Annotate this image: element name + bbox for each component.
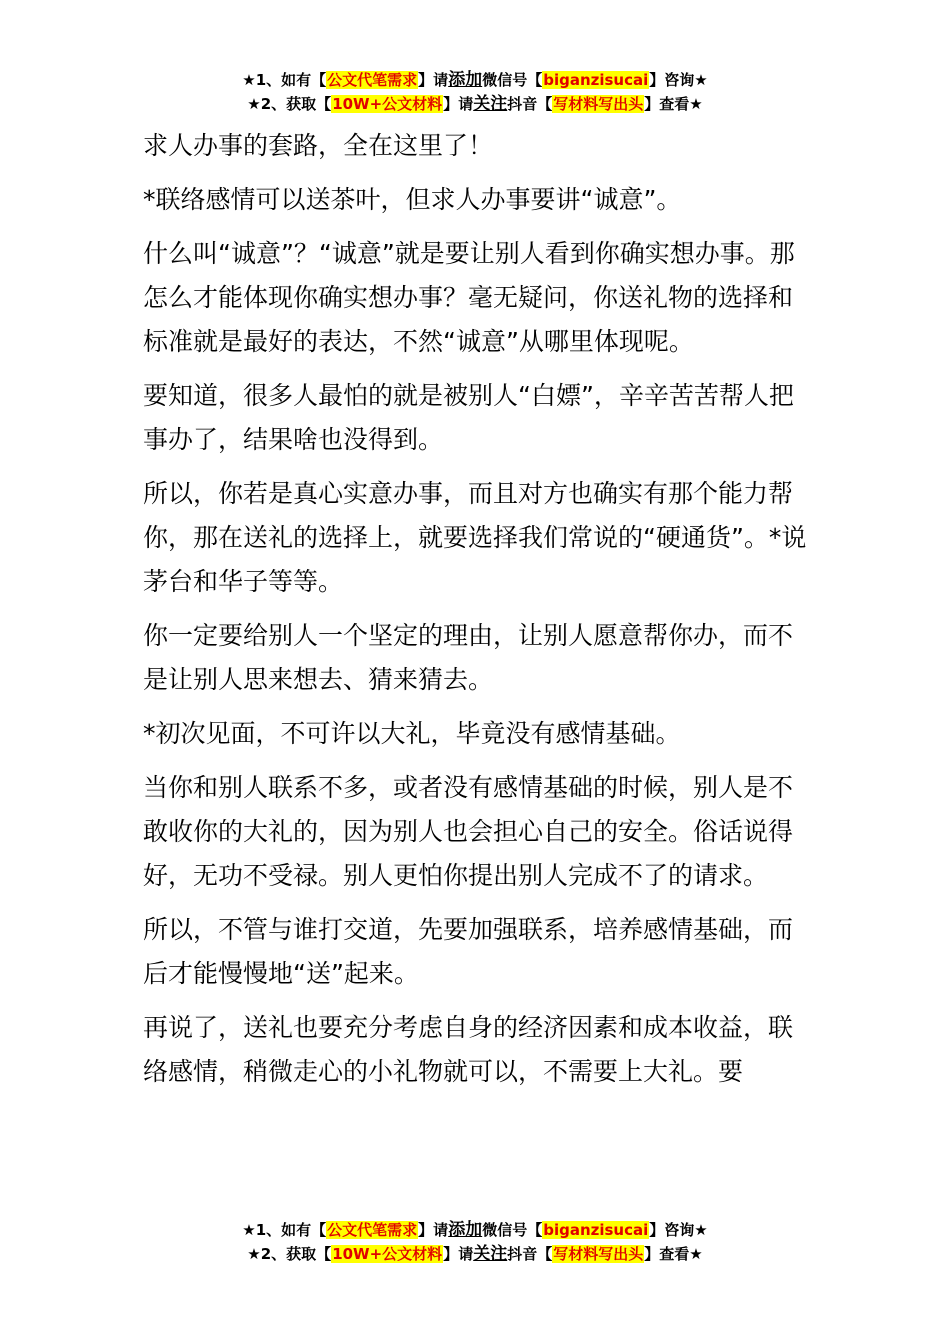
paragraph: 你一定要给别人一个坚定的理由，让别人愿意帮你办，而不是让别人思来想去、猜来猜去。 bbox=[143, 621, 794, 694]
emphasis-add: 添加 bbox=[448, 1220, 483, 1240]
paragraph: *初次见面，不可许以大礼，毕竟没有感情基础。 bbox=[143, 719, 681, 748]
article-body bbox=[143, 124, 811, 1104]
banner-text: ★2、获取【 bbox=[247, 1245, 332, 1263]
paragraph: 所以，不管与谁打交道，先要加强联系，培养感情基础，而后才能慢慢地“送”起来。 bbox=[143, 915, 794, 988]
paragraph: 求人办事的套路，全在这里了！ bbox=[143, 131, 494, 160]
banner-text: 微信号【 bbox=[482, 71, 543, 89]
banner-text: 】请 bbox=[443, 1245, 474, 1263]
banner-text: 】咨询★ bbox=[649, 1221, 708, 1239]
banner-line-2 bbox=[0, 92, 950, 116]
emphasis-follow: 关注 bbox=[473, 94, 508, 114]
emphasis-add: 添加 bbox=[448, 70, 483, 90]
highlight-wechat-id: biganzisucai bbox=[543, 71, 649, 89]
highlight-douyin: 写材料写出头 bbox=[553, 1245, 644, 1263]
highlight-service: 公文代笔需求 bbox=[327, 1221, 418, 1239]
banner-text: ★2、获取【 bbox=[247, 95, 332, 113]
banner-text: 】请 bbox=[418, 71, 449, 89]
banner-text: ★1、如有【 bbox=[242, 1221, 327, 1239]
banner-text: 微信号【 bbox=[482, 1221, 543, 1239]
paragraph: 要知道，很多人最怕的就是被别人“白嫖”，辛辛苦苦帮人把事办了，结果啥也没得到。 bbox=[143, 381, 794, 454]
banner-line-2 bbox=[0, 1242, 950, 1266]
banner-text: 抖音【 bbox=[507, 1245, 553, 1263]
banner-text: ★1、如有【 bbox=[242, 71, 327, 89]
banner-text: 抖音【 bbox=[507, 95, 553, 113]
paragraph: 所以，你若是真心实意办事，而且对方也确实有那个能力帮你，那在送礼的选择上，就要选择我们常说的“硬通货”。*说茅台和华子等等。 bbox=[143, 479, 807, 596]
footer-banner bbox=[0, 1218, 950, 1266]
banner-text: 】查看★ bbox=[644, 1245, 703, 1263]
banner-text: 】请 bbox=[418, 1221, 449, 1239]
paragraph: 当你和别人联系不多，或者没有感情基础的时候，别人是不敢收你的大礼的，因为别人也会担心自己的安全。俗话说得好，无功不受禄。别人更怕你提出别人完成不了的请求。 bbox=[143, 773, 794, 890]
paragraph: 什么叫“诚意”？“诚意”就是要让别人看到你确实想办事。那怎么才能体现你确实想办事？毫无疑问，你送礼物的选择和标准就是最好的表达，不然“诚意”从哪里体现呢。 bbox=[143, 239, 795, 356]
paragraph: 再说了，送礼也要充分考虑自身的经济因素和成本收益，联络感情，稍微走心的小礼物就可以，不需要上大礼。要 bbox=[143, 1013, 794, 1086]
paragraph: *联络感情可以送茶叶，但求人办事要讲“诚意”。 bbox=[143, 185, 682, 214]
emphasis-follow: 关注 bbox=[473, 1244, 508, 1264]
highlight-materials: 10W+公文材料 bbox=[332, 95, 443, 113]
banner-text: 】查看★ bbox=[644, 95, 703, 113]
banner-text: 】请 bbox=[443, 95, 474, 113]
highlight-douyin: 写材料写出头 bbox=[553, 95, 644, 113]
highlight-service: 公文代笔需求 bbox=[327, 71, 418, 89]
header-banner bbox=[0, 68, 950, 116]
banner-text: 】咨询★ bbox=[649, 71, 708, 89]
highlight-wechat-id: biganzisucai bbox=[543, 1221, 649, 1239]
banner-line-1 bbox=[0, 68, 950, 92]
banner-line-1 bbox=[0, 1218, 950, 1242]
highlight-materials: 10W+公文材料 bbox=[332, 1245, 443, 1263]
